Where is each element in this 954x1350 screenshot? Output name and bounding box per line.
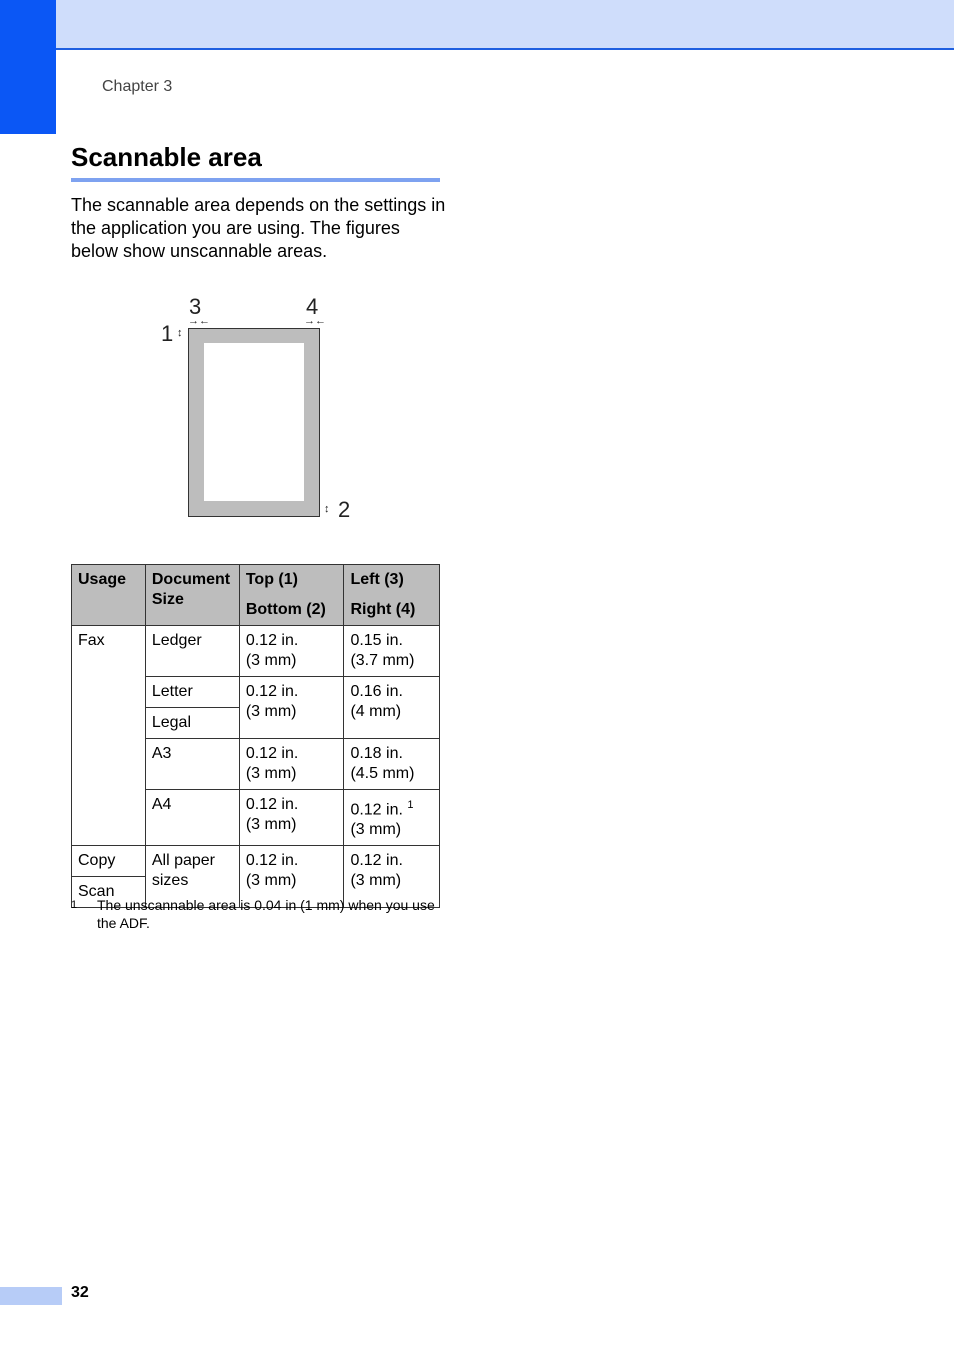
ledger-top-bottom [239,626,344,677]
value-mm: (3 mm) [245,652,297,669]
a4-left-right [344,790,440,846]
header-left-right [344,565,440,626]
value-mm: (3 mm) [245,703,297,720]
a3-left-right [344,739,440,790]
chapter-label: Chapter 3 [102,78,173,95]
value-mm: (3 mm) [350,872,402,890]
figure-label-top: 1 [161,321,174,346]
left-margin-arrow-icon: →← [188,315,210,327]
scannable-area-table [71,564,440,908]
usage-copy: Copy [72,846,146,877]
size-letter: Letter [145,677,239,708]
value-in: 0.12 in. [245,683,299,700]
header-document-size: Document Size [145,565,239,626]
a4-top-bottom [239,790,344,846]
size-a4: A4 [145,790,239,846]
figure-label-right: 4 [306,294,319,319]
table-row [72,626,440,677]
title-underline [71,178,440,182]
paper-sheet [188,328,320,517]
header-right: Right (4) [350,601,416,618]
bottom-margin-arrow-icon: ↕ [324,503,330,515]
footnote [71,896,441,932]
value-in: 0.18 in. [350,745,403,762]
value-mm: (3 mm) [245,872,297,890]
usage-scan: Scan [72,877,146,908]
usage-fax: Fax [72,626,146,846]
footnote-number: 1 [71,899,78,911]
header-usage: Usage [72,565,146,626]
value-mm: (4 mm) [350,703,402,720]
value-in: 0.12 in. [350,801,403,819]
header-band [0,0,954,50]
value-in: 0.12 in. [245,852,299,870]
footnote-text: The unscannable area is 0.04 in (1 mm) when you use the ADF. [97,897,435,931]
chapter-tab [0,0,56,134]
header-top-bottom [239,565,344,626]
header-left: Left (3) [350,571,404,588]
size-all-paper: All paper sizes [145,846,239,908]
letter-legal-left-right [344,677,440,739]
value-in: 0.12 in. [245,745,299,762]
value-in: 0.12 in. [245,632,299,649]
letter-legal-top-bottom [239,677,344,739]
value-mm: (3 mm) [245,816,297,833]
table-row [72,846,440,877]
value-mm: (4.5 mm) [350,765,415,782]
page-number-bar [0,1287,62,1305]
table-header-row [72,565,440,626]
scannable-area-figure [150,292,370,532]
ledger-left-right [344,626,440,677]
right-margin-arrow-icon: →← [304,315,326,327]
value-mm: (3.7 mm) [350,652,415,669]
header-bottom: Bottom (2) [245,601,326,618]
value-in: 0.15 in. [350,632,403,649]
value-in: 0.16 in. [350,683,403,700]
size-legal: Legal [145,708,239,739]
figure-label-left: 3 [189,294,202,319]
intro-paragraph: The scannable area depends on the settings in the application you are using. The figures below show unscannable areas. [71,195,446,261]
size-ledger: Ledger [145,626,239,677]
header-top: Top (1) [245,571,298,588]
value-in: 0.12 in. [245,796,299,813]
value-mm: (3 mm) [245,765,297,782]
scannable-region [204,343,304,501]
figure-label-bottom: 2 [338,497,351,522]
value-mm: (3 mm) [350,821,402,839]
footnote-marker: 1 [407,799,414,811]
size-a3: A3 [145,739,239,790]
top-margin-arrow-icon: ↕ [177,327,183,339]
value-in: 0.12 in. [350,852,403,870]
page-title: Scannable area [71,142,262,172]
a3-top-bottom [239,739,344,790]
page-number: 32 [71,1284,89,1301]
